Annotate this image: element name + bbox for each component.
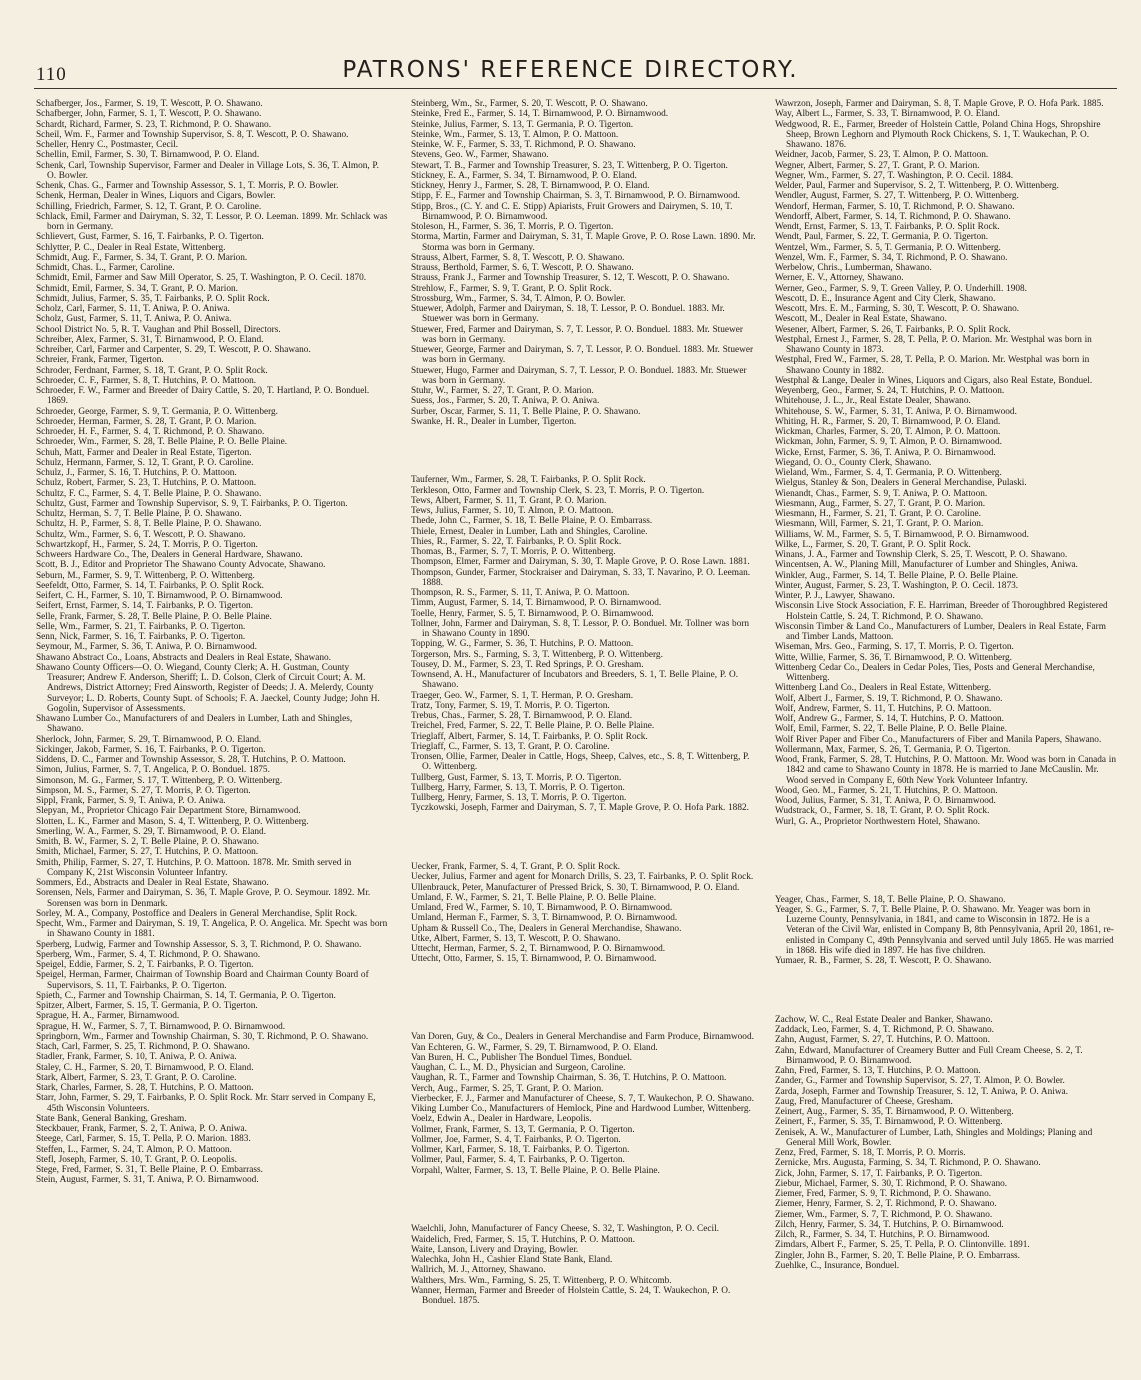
directory-entry: Wudstrack, O., Farmer, S. 18, T. Grant, P. O. Split Rock.	[775, 806, 990, 817]
section-gap	[411, 1185, 757, 1195]
section-gap	[775, 836, 1120, 846]
section-gap	[775, 995, 1120, 1005]
directory-entry: Winter, August, Farmer, S. 23, T. Washington, P. O. Cecil. 1873.	[775, 580, 1019, 591]
directory-entry: Uttecht, Herman, Farmer, S. 2, T. Birnamwood, P. O. Birnamwood.	[411, 944, 666, 955]
directory-entry: Westphal, Ernest J., Farmer, S. 28, T. Pella, P. O. Marion. Mr. Westphal was born in Shawano County in 1873.	[775, 334, 1092, 355]
directory-entry: Thies, R., Farmer, S. 22, T. Fairbanks, P. O. Split Rock.	[411, 536, 622, 547]
directory-entry: Steinke, Wm., Farmer, S. 13, T. Almon, P. O. Mattoon.	[411, 129, 619, 140]
directory-entry: Shawano Lumber Co., Manufacturers of and Dealers in Lumber, Lath and Shingles, Shawano.	[36, 714, 353, 735]
directory-entry: Schmidt, Emil, Farmer and Saw Mill Operator, S. 25, T. Washington, P. O. Cecil. 1870.	[36, 273, 367, 284]
directory-entry: Strehlow, F., Farmer, S. 9, T. Grant, P. O. Split Rock.	[411, 283, 612, 294]
directory-entry: Zilch, R., Farmer, S. 34, T. Hutchins, P. O. Birnamwood.	[775, 1230, 990, 1241]
directory-entry: Zahn, Fred, Farmer, S. 13, T. Hutchins, P. O. Mattoon.	[775, 1066, 981, 1077]
directory-entry: Stipp, Bros., (C. Y. and C. E. Stipp) Apiarists, Fruit Growers and Dairymen, S. 10, T. Birnamwood, P. O. Birnamwood.	[411, 201, 733, 222]
directory-entry: Sickinger, Jakob, Farmer, S. 16, T. Fairbanks, P. O. Tigerton.	[36, 744, 266, 755]
directory-entry: Vorpahl, Walter, Farmer, S. 13, T. Belle Plaine, P. O. Belle Plaine.	[411, 1165, 660, 1176]
directory-entry: Weyenberg, Geo., Farmer, S. 24, T. Hutchins, P. O. Mattoon.	[775, 386, 1005, 396]
directory-entry: Stuewer, Fred, Farmer and Dairyman, S. 7, T. Lessor, P. O. Bonduel. 1883. Mr. Stuewer was born in Germany.	[411, 324, 743, 345]
directory-entry: Stewart, T. B., Farmer and Township Treasurer, S. 23, T. Wittenberg, P. O. Tigerton.	[411, 160, 728, 171]
directory-entry: State Bank, General Banking, Gresham.	[36, 1113, 187, 1124]
directory-entry: Schulz, J., Farmer, S. 16, T. Hutchins, P. O. Mattoon.	[36, 468, 237, 478]
directory-entry: Wendorf, Herman, Farmer, S. 10, T. Richmond, P. O. Shawano.	[775, 201, 1015, 212]
directory-entry: Schulz, Robert, Farmer, S. 23, T. Hutchins, P. O. Mattoon.	[36, 478, 257, 489]
directory-entry: Smerling, W. A., Farmer, S. 29, T. Birnamwood, P. O. Eland.	[36, 826, 267, 837]
directory-entry: Smith, B. W., Farmer, S. 2, T. Belle Plaine, P. O. Shawano.	[36, 837, 259, 847]
directory-entry: Uecker, Frank, Farmer, S. 4, T. Grant, P. O. Split Rock.	[411, 862, 620, 873]
directory-entry: Winter, P. J., Lawyer, Shawano.	[775, 591, 895, 601]
directory-entry: Schafberger, Jos., Farmer, S. 19, T. Wescott, P. O. Shawano.	[36, 99, 263, 109]
directory-entry: Spitzer, Albert, Farmer, S. 15, T. Germania, P. O. Tigerton.	[36, 1001, 258, 1011]
directory-entry: Staley, C. H., Farmer, S. 20, T. Birnamwood, P. O. Eland.	[36, 1062, 254, 1073]
directory-entry: Starr, John, Farmer, S. 29, T. Fairbanks, P. O. Split Rock. Mr. Starr served in Company E, 45th Wisconsin Volunteers.	[36, 1093, 376, 1114]
directory-entry: Tullberg, Henry, Farmer, S. 13, T. Morris, P. O. Tigerton.	[411, 793, 627, 804]
directory-entry: Stickney, E. A., Farmer, S. 34, T. Birnamwood, P. O. Eland.	[411, 170, 637, 181]
directory-entry: Wolf, Emil, Farmer, S. 22, T. Belle Plaine, P. O. Belle Plaine.	[775, 724, 1007, 735]
page-title: PATRONS' REFERENCE DIRECTORY.	[342, 57, 799, 83]
directory-entry: Schardt, Richard, Farmer, S. 23, T. Richmond, P. O. Shawano.	[36, 119, 272, 130]
directory-entry: Swanke, H. R., Dealer in Lumber, Tigerton.	[411, 416, 577, 427]
directory-entry: Strauss, Albert, Farmer, S. 8, T. Wescott, P. O. Shawano.	[411, 252, 625, 263]
directory-entry: Sorensen, Nels, Farmer and Dairyman, S. 36, T. Maple Grove, P. O. Seymour. 1892. Mr. Sorensen was born in Denmark.	[36, 888, 371, 909]
directory-entry: Steffen, L., Farmer, S. 24, T. Almon, P. O. Mattoon.	[36, 1144, 232, 1155]
directory-entry: Seymour, M., Farmer, S. 36, T. Aniwa, P. O. Birnamwood.	[36, 642, 257, 653]
directory-entry: Stach, Carl, Farmer, S. 25, T. Richmond, P. O. Shawano.	[36, 1042, 250, 1052]
section-gap	[411, 842, 757, 852]
directory-entry: Wittenberg Land Co., Dealers in Real Estate, Wittenberg.	[775, 683, 992, 694]
directory-entry: Stickney, Henry J., Farmer, S. 28, T. Birnamwood, P. O. Eland.	[411, 181, 650, 191]
directory-entry: Slepyan, M., Proprietor Chicago Fair Department Store, Birnamwood.	[36, 806, 301, 817]
column-left	[36, 99, 388, 1186]
directory-entry: Strauss, Frank J., Farmer and Township Treasurer, S. 12, T. Wescott, P. O. Shawano.	[411, 273, 730, 284]
directory-entry: Waite, Lanson, Livery and Draying, Bowler.	[411, 1244, 579, 1255]
directory-entry: Wesener, Albert, Farmer, S. 26, T. Fairbanks, P. O. Split Rock.	[775, 324, 1011, 335]
directory-entry: Spieth, C., Farmer and Township Chairman, S. 14, T. Germania, P. O. Tigerton.	[36, 990, 336, 1001]
section-gap	[775, 856, 1120, 866]
directory-entry: Schultz, Wm., Farmer, S. 6, T. Wescott, P. O. Shawano.	[36, 529, 246, 540]
directory-entry: Wanner, Herman, Farmer and Breeder of Holstein Cattle, S. 24, T. Waukechon, P. O. Bonduel. 1875.	[411, 1285, 731, 1307]
directory-entry: Toelle, Henry, Farmer, S. 5, T. Birnamwood, P. O. Birnamwood.	[411, 608, 654, 619]
directory-entry: Townsend, A. H., Manufacturer of Incubators and Breeders, S. 1, T. Belle Plaine, P. O. Shawano.	[411, 670, 739, 691]
directory-entry: School District No. 5, R. T. Vaughan and Phil Bossell, Directors.	[36, 324, 281, 335]
directory-entry: Schafberger, John, Farmer, S. 1, T. Wescott, P. O. Shawano.	[36, 109, 262, 120]
directory-entry: Sippl, Frank, Farmer, S. 9, T. Aniwa, P. O. Aniwa.	[36, 796, 226, 806]
directory-entry: Westphal & Lange, Dealer in Wines, Liquors and Cigars, also Real Estate, Bonduel.	[775, 375, 1093, 386]
directory-entry: Specht, Wm., Farmer and Dairyman, S. 19, T. Angelica, P. O. Angelica. Mr. Specht was born in Shawano County in 1881.	[36, 919, 388, 940]
directory-entry: Ziemer, Wm., Farmer, S. 7, T. Richmond, P. O. Shawano.	[775, 1209, 993, 1220]
directory-entry: Simon, Julius, Farmer, S. 7, T. Angelica, P. O. Bonduel. 1875.	[36, 765, 270, 776]
directory-entry: Zarda, Joseph, Farmer and Township Treasurer, S. 12, T. Aniwa, P. O. Aniwa.	[775, 1086, 1068, 1097]
directory-entry: Stark, Albert, Farmer, S. 23, T. Grant, P. O. Caroline.	[36, 1072, 237, 1083]
directory-entry: Schweers Hardware Co., The, Dealers in General Hardware, Shawano.	[36, 550, 303, 560]
directory-entry: Van Doren, Guy, & Co., Dealers in General Merchandise and Farm Produce, Birnamwood.	[411, 1032, 754, 1043]
directory-entry: Werner, Geo., Farmer, S. 9, T. Green Valley, P. O. Underhill. 1908.	[775, 283, 1027, 294]
section-gap	[411, 993, 757, 1003]
directory-entry: Seburn, M., Farmer, S. 9, T. Wittenberg, P. O. Wittenberg.	[36, 570, 255, 581]
directory-entry: Wittenberg Cedar Co., Dealers in Cedar Poles, Ties, Posts and General Merchandise, Wittenberg.	[775, 662, 1095, 683]
directory-entry: Tyczkowski, Joseph, Farmer and Dairyman, S. 7, T. Maple Grove, P. O. Hofa Park. 1882.	[411, 803, 749, 814]
directory-entry: Schmidt, Emil, Farmer, S. 34, T. Grant, P. O. Marion.	[36, 283, 238, 294]
directory-entry: Topping, W. G., Farmer, S. 36, T. Hutchins, P. O. Mattoon.	[411, 639, 634, 650]
directory-entry: Schlievert, Gust, Farmer, S. 16, T. Fairbanks, P. O. Tigerton.	[36, 232, 264, 243]
directory-entry: Tronsen, Ollie, Farmer, Dealer in Cattle, Hogs, Sheep, Calves, etc., S. 8, T. Wittenberg, P. O. Wittenberg.	[411, 752, 750, 773]
directory-entry: Schwartzkopf, H., Farmer, S. 24, T. Morris, P. O. Tigerton.	[36, 539, 258, 550]
directory-entry: Wedgwood, R. E., Farmer, Breeder of Holstein Cattle, Poland China Hogs, Shropshire Sheep, Brown Leghorn and Plymouth Rock Chickens, S. 1, T. Waukechan, P. O. Shawano. 1876.	[775, 119, 1101, 150]
directory-entry: Wickman, Charles, Farmer, S. 20, T. Almon, P. O. Mattoon.	[775, 427, 1001, 437]
directory-entry: Wieland, Wm., Farmer, S. 4, T. Germania, P. O. Wittenberg.	[775, 468, 1002, 478]
directory-entry: Tousey, D. M., Farmer, S. 23, T. Red Springs, P. O. Gresham.	[411, 659, 644, 670]
directory-entry: Zernicke, Mrs. Augusta, Farming, S. 34, T. Richmond, P. O. Shawano.	[775, 1158, 1041, 1169]
directory-entry: Yumaer, R. B., Farmer, S. 28, T. Wescott, P. O. Shawano.	[775, 956, 992, 967]
directory-entry: Wiseman, Mrs. Geo., Farming, S. 17, T. Morris, P. O. Tigerton.	[775, 642, 1014, 653]
directory-entry: Vollmer, Joe, Farmer, S. 4, T. Fairbanks, P. O. Tigerton.	[411, 1134, 621, 1145]
directory-entry: Sorley, M. A., Company, Postoffice and Dealers in General Merchandise, Split Rock.	[36, 908, 358, 919]
directory-entry: Zaddack, Leo, Farmer, S. 4, T. Richmond, P. O. Shawano.	[775, 1025, 995, 1036]
section-gap	[411, 436, 757, 446]
directory-entry: Wiesmann, Aug., Farmer, S. 27, T. Grant, P. O. Marion.	[775, 498, 986, 509]
directory-entry: Wiesmann, Will, Farmer, S. 21, T. Grant, P. O. Marion.	[775, 519, 984, 530]
directory-entry: Wood, Geo. M., Farmer, S. 21, T. Hutchins, P. O. Mattoon.	[775, 785, 998, 796]
directory-entry: Timm, August, Farmer, S. 14, T. Birnamwood, P. O. Birnamwood.	[411, 598, 662, 609]
directory-entry: Upham & Russell Co., The, Dealers in General Merchandise, Shawano.	[411, 923, 682, 934]
directory-entry: Trieglaff, Albert, Farmer, S. 14, T. Fairbanks, P. O. Split Rock.	[411, 731, 648, 742]
section-gap	[411, 974, 757, 984]
directory-entry: Steinke, W. F., Farmer, S. 33, T. Richmond, P. O. Shawano.	[411, 140, 636, 150]
directory-entry: Schuh, Matt, Farmer and Dealer in Real Estate, Tigerton.	[36, 447, 252, 458]
directory-entry: Zuehlke, C., Insurance, Bonduel.	[775, 1260, 900, 1271]
directory-entry: Wallrich, M. J., Attorney, Shawano.	[411, 1265, 546, 1276]
directory-entry: Welder, Paul, Farmer and Supervisor, S. 2, T. Wittenberg, P. O. Wittenberg.	[775, 181, 1059, 191]
directory-entry: Stein, August, Farmer, S. 31, T. Aniwa, P. O. Birnamwood.	[36, 1175, 259, 1186]
directory-entry: Stuewer, Hugo, Farmer and Dairyman, S. 7, T. Lessor, P. O. Bonduel. 1883. Mr. Stuewer was born in Germany.	[411, 365, 747, 386]
directory-entry: Witte, Willie, Farmer, S. 36, T. Birnamwood, P. O. Wittenberg.	[775, 652, 1013, 663]
directory-entry: Wisconsin Timber & Land Co., Manufacturers of Lumber, Dealers in Real Estate, Farm and Timber Lands, Mattoon.	[775, 621, 1106, 642]
directory-entry: Winkler, Aug., Farmer, S. 14, T. Belle Plaine, P. O. Belle Plaine.	[775, 570, 1019, 581]
directory-entry: Westphal, Fred W., Farmer, S. 28, T. Pella, P. O. Marion. Mr. Westphal was born in Shawano County in 1882.	[775, 355, 1090, 376]
directory-entry: Wescott, Mrs. E. M., Farming, S. 30, T. Wescott, P. O. Shawano.	[775, 304, 1020, 314]
directory-entry: Scott, B. J., Editor and Proprietor The Shawano County Advocate, Shawano.	[36, 560, 326, 571]
directory-entry: Torgerson, Mrs. S., Farming, S. 3, T. Wittenberg, P. O. Wittenberg.	[411, 649, 663, 660]
directory-entry: Wendorff, Albert, Farmer, S. 14, T. Richmond, P. O. Shawano.	[775, 211, 1011, 222]
directory-entry: Steege, Carl, Farmer, S. 15, T. Pella, P. O. Marion. 1883.	[36, 1134, 251, 1145]
directory-entry: Wicke, Ernst, Farmer, S. 36, T. Aniwa, P. O. Birnamwood.	[775, 447, 996, 458]
directory-entry: Wendt, Paul, Farmer, S. 22, T. Germania, P. O. Tigerton.	[775, 232, 989, 243]
directory-entry: Vaughan, C. L., M. D., Physician and Surgeon, Caroline.	[411, 1063, 626, 1074]
column-middle	[411, 99, 757, 1306]
directory-entry: Wolf, Andrew G., Farmer, S. 14, T. Hutchins, P. O. Mattoon.	[775, 714, 1005, 724]
directory-entry: Schroeder, George, Farmer, S. 9, T. Germania, P. O. Wittenberg.	[36, 406, 278, 417]
directory-entry: Tullberg, Harry, Farmer, S. 13, T. Morris, P. O. Tigerton.	[411, 782, 625, 793]
directory-entry: Yeager, S. G., Farmer, S. 7, T. Belle Plaine, P. O. Shawano. Mr. Yeager was born in Luzerne County, Pennsylvania, in 1841, and came to Wisconsin in 1872. He is a Veteran of the Civil War, enlisted in Company B, 8th Pennsylvania, April 20, 1861, re-enlisted in Company C, 49th Pennsylvania and served until July 1865. He was married in 1868. His wife died in 1897. He has five children.	[775, 904, 1114, 956]
directory-entry: Sperberg, Wm., Farmer, S. 4, T. Richmond, P. O. Shawano.	[36, 949, 261, 960]
directory-entry: Springborn, Wm., Farmer and Township Chairman, S. 30, T. Richmond, P. O. Shawano.	[36, 1031, 369, 1042]
directory-entry: Zenz, Fred, Farmer, S. 18, T. Morris, P. O. Morris.	[775, 1148, 966, 1159]
directory-entry: Schenk, Herman, Dealer in Wines, Liquors and Cigars, Bowler.	[36, 191, 276, 202]
directory-entry: Schulz, Hermann, Farmer, S. 12, T. Grant, P. O. Caroline.	[36, 457, 254, 468]
directory-entry: Sprague, H. A., Farmer, Birnamwood.	[36, 1011, 180, 1022]
directory-entry: Wiegand, O. O., County Clerk, Shawano.	[775, 457, 932, 468]
directory-entry: Wendt, Ernst, Farmer, S. 13, T. Fairbanks, P. O. Split Rock.	[775, 222, 1000, 232]
directory-entry: Stipp, F. E., Farmer and Township Chairman, S. 3, T. Birnamwood, P. O. Birnamwood.	[411, 191, 740, 202]
directory-entry: Wood, Frank, Farmer, S. 28, T. Hutchins, P. O. Mattoon. Mr. Wood was born in Canada in 1842 and came to Shawano County in 1878. He is married to Jane McCauslin. Mr. Wood served in Company E, 60th New York Volunteer Infantry.	[775, 755, 1117, 786]
directory-entry: Storma, Martin, Farmer and Dairyman, S. 31, T. Maple Grove, P. O. Rose Lawn. 1890. Mr. Storma was born in Germany.	[411, 232, 756, 253]
directory-entry: Vaughan, R. T., Farmer and Township Chairman, S. 36, T. Hutchins, P. O. Mattoon.	[411, 1073, 727, 1084]
directory-entry: Smith, Michael, Farmer, S. 27, T. Hutchins, P. O. Mattoon.	[36, 847, 259, 858]
directory-entry: Wolf River Paper and Fiber Co., Manufacturers of Fiber and Manila Papers, Shawano.	[775, 734, 1102, 745]
directory-entry: Ullenbrauck, Peter, Manufacturer of Pressed Brick, S. 30, T. Birnamwood, P. O. Eland.	[411, 882, 740, 893]
directory-entry: Viking Lumber Co., Manufacturers of Hemlock, Pine and Hardwood Lumber, Wittenberg.	[411, 1104, 751, 1115]
directory-entry: Sommers, Ed., Abstracts and Dealer in Real Estate, Shawano.	[36, 878, 269, 888]
section-gap	[775, 875, 1120, 885]
directory-entry: Umland, Herman F., Farmer, S. 3, T. Birnamwood, P. O. Birnamwood.	[411, 913, 678, 924]
directory-entry: Thompson, Elmer, Farmer and Dairyman, S. 30, T. Maple Grove, P. O. Rose Lawn. 1881.	[411, 557, 750, 568]
directory-entry: Thomas, B., Farmer, S. 7, T. Morris, P. O. Wittenberg.	[411, 547, 616, 558]
directory-entry: Van Buren, H. C., Publisher The Bonduel Times, Bonduel.	[411, 1052, 632, 1063]
directory-entry: Schilling, Friedrich, Farmer, S. 12, T. Grant, P. O. Caroline.	[36, 201, 262, 212]
directory-entry: Strossburg, Wm., Farmer, S. 34, T. Almon, P. O. Bowler.	[411, 293, 626, 304]
directory-entry: Schultz, F. C., Farmer, S. 4, T. Belle Plaine, P. O. Shawano.	[36, 488, 262, 499]
header-rule	[34, 88, 1117, 89]
directory-entry: Wurl, G. A., Proprietor Northwestern Hotel, Shawano.	[775, 816, 980, 827]
directory-entry: Wielgus, Stanley & Son, Dealers in General Merchandise, Pulaski.	[775, 478, 1027, 489]
directory-entry: Scheil, Wm. F., Farmer and Township Supervisor, S. 8, T. Wescott, P. O. Shawano.	[36, 129, 349, 140]
directory-entry: Seifert, C. H., Farmer, S. 10, T. Birnamwood, P. O. Birnamwood.	[36, 591, 283, 601]
directory-entry: Van Echteren, G. W., Farmer, S. 29, T. Birnamwood, P. O. Eland.	[411, 1042, 658, 1053]
directory-entry: Waidelich, Fred, Farmer, S. 15, T. Hutchins, P. O. Mattoon.	[411, 1234, 635, 1245]
directory-entry: Yeager, Chas., Farmer, S. 18, T. Belle Plaine, P. O. Shawano.	[775, 894, 1006, 905]
directory-entry: Wegner, Wm., Farmer, S. 27, T. Washington, P. O. Cecil. 1884.	[775, 170, 1014, 181]
directory-entry: Schenk, Chas. G., Farmer and Township Assessor, S. 1, T. Morris, P. O. Bowler.	[36, 181, 339, 191]
directory-entry: Wendler, August, Farmer, S. 27, T. Wittenberg, P. O. Wittenberg.	[775, 191, 1019, 202]
directory-entry: Wood, Julius, Farmer, S. 31, T. Aniwa, P. O. Birnamwood.	[775, 796, 996, 806]
directory-entry: Winans, J. A., Farmer and Township Clerk, S. 25, T. Wescott, P. O. Shawano.	[775, 550, 1068, 560]
directory-entry: Whiting, H. R., Farmer, S. 20, T. Birnamwood, P. O. Eland.	[775, 416, 1001, 427]
column-right	[775, 99, 1120, 1271]
directory-entry: Strauss, Berthold, Farmer, S. 6, T. Wescott, P. O. Shawano.	[411, 263, 634, 273]
directory-entry: Ziemer, Fred, Farmer, S. 9, T. Richmond, P. O. Shawano.	[775, 1189, 992, 1200]
directory-entry: Senn, Nick, Farmer, S. 16, T. Fairbanks, P. O. Tigerton.	[36, 632, 246, 642]
directory-entry: Zimdars, Albert F., Farmer, S. 25, T. Pella, P. O. Clintonville. 1891.	[775, 1240, 1030, 1251]
directory-entry: Scheller, Henry C., Postmaster, Cecil.	[36, 140, 179, 150]
directory-entry: Thompson, R. S., Farmer, S. 11, T. Aniwa, P. O. Mattoon.	[411, 588, 630, 599]
directory-entry: Siddens, D. C., Farmer and Township Assessor, S. 28, T. Hutchins, P. O. Mattoon.	[36, 755, 346, 765]
directory-entry: Walechka, John H., Cashier Eland State Bank, Eland.	[411, 1255, 613, 1266]
directory-entry: Speigel, Herman, Farmer, Chairman of Township Board and Chairman County Board of Supervisors, S. 11, T. Fairbanks, P. O. Tigerton.	[36, 970, 369, 991]
directory-entry: Wentzel, Wm., Farmer, S. 5, T. Germania, P. O. Wittenberg.	[775, 242, 1001, 253]
directory-entry: Schroder, Ferdnant, Farmer, S. 18, T. Grant, P. O. Split Rock.	[36, 365, 268, 376]
directory-entry: Wisconsin Live Stock Association, F. E. Harriman, Breeder of Thoroughbred Registered Holstein Cattle, S. 24, T. Richmond, P. O. Shawano.	[775, 601, 1108, 622]
directory-entry: Scholz, Carl, Farmer, S. 11, T. Aniwa, P. O. Aniwa.	[36, 304, 230, 314]
directory-entry: Vollmer, Karl, Farmer, S. 18, T. Fairbanks, P. O. Tigerton.	[411, 1145, 630, 1156]
directory-entry: Wickman, John, Farmer, S. 9, T. Almon, P. O. Birnamwood.	[775, 437, 1002, 448]
directory-entry: Stege, Fred, Farmer, S. 31, T. Belle Plaine, P. O. Embarrass.	[36, 1165, 263, 1175]
directory-entry: Wiesmann, H., Farmer, S. 21, T. Grant, P. O. Caroline.	[775, 509, 981, 519]
directory-entry: Zahn, August, Farmer, S. 27, T. Hutchins, P. O. Mattoon.	[775, 1035, 990, 1046]
section-gap	[775, 976, 1120, 986]
directory-entry: Steinke, Fred E., Farmer, S. 14, T. Birnamwood, P. O. Birnamwood.	[411, 109, 669, 120]
page-number: 110	[36, 64, 67, 85]
directory-entry: Walthers, Mrs. Wm., Farming, S. 25, T. Wittenberg, P. O. Whitcomb.	[411, 1275, 672, 1286]
directory-entry: Wollermann, Max, Farmer, S. 26, T. Germania, P. O. Tigerton.	[775, 744, 1011, 755]
directory-entry: Wolf, Albert J., Farmer, S. 19, T. Richmond, P. O. Shawano.	[775, 693, 1003, 704]
directory-entry: Schroeder, C. F., Farmer, S. 8, T. Hutchins, P. O. Mattoon.	[36, 375, 257, 386]
directory-entry: Stevens, Geo. W., Farmer, Shawano.	[411, 150, 549, 161]
directory-entry: Slotten, L. K., Farmer and Mason, S. 4, T. Wittenberg, P. O. Wittenberg.	[36, 816, 309, 827]
directory-entry: Surber, Oscar, Farmer, S. 11, T. Belle Plaine, P. O. Shawano.	[411, 406, 641, 417]
directory-entry: Ziebur, Michael, Farmer, S. 30, T. Richmond, P. O. Shawano.	[775, 1178, 1008, 1189]
directory-entry: Zenisek, A. W., Manufacturer of Lumber, Lath, Shingles and Moldings; Planing and General Mill Work, Bowler.	[775, 1127, 1093, 1148]
directory-entry: Umland, Fred W., Farmer, S. 10, T. Birnamwood, P. O. Birnamwood.	[411, 903, 673, 914]
directory-entry: Zingler, John B., Farmer, S. 20, T. Belle Plaine, P. O. Embarrass.	[775, 1250, 1021, 1261]
directory-entry: Utke, Albert, Farmer, S. 13, T. Wescott, P. O. Shawano.	[411, 933, 621, 944]
directory-entry: Schultz, Gust, Farmer and Township Supervisor, S. 9, T. Fairbanks, P. O. Tigerton.	[36, 498, 348, 509]
directory-entry: Waelchli, John, Manufacturer of Fancy Cheese, S. 32, T. Washington, P. O. Cecil.	[411, 1224, 719, 1235]
directory-entry: Ziemer, Henry, Farmer, S. 2, T. Richmond, P. O. Shawano.	[775, 1199, 997, 1210]
directory-entry: Zachow, W. C., Real Estate Dealer and Banker, Shawano.	[775, 1014, 993, 1025]
directory-entry: Selle, Frank, Farmer, S. 28, T. Belle Plaine, P. O. Belle Plaine.	[36, 611, 272, 622]
directory-entry: Steinke, Julius, Farmer, S. 13, T. Germania, P. O. Tigerton.	[411, 119, 634, 130]
directory-entry: Traeger, Geo. W., Farmer, S. 1, T. Herman, P. O. Gresham.	[411, 690, 634, 701]
directory-entry: Tratz, Tony, Farmer, S. 19, T. Morris, P. O. Tigerton.	[411, 700, 610, 711]
section-gap	[411, 1013, 757, 1023]
directory-entry: Zaug, Fred, Manufacturer of Cheese, Gresham.	[775, 1096, 953, 1107]
directory-entry: Vollmer, Frank, Farmer, S. 13, T. Germania, P. O. Tigerton.	[411, 1124, 635, 1135]
directory-entry: Schmidt, Chas. L., Farmer, Caroline.	[36, 263, 175, 273]
directory-entry: Stuewer, Adolph, Farmer and Dairyman, S. 18, T. Lessor, P. O. Bonduel. 1883. Mr. Stuewer was born in Germany.	[411, 304, 725, 325]
directory-entry: Schultz, H. P., Farmer, S. 8, T. Belle Plaine, P. O. Shawano.	[36, 519, 262, 530]
directory-entry: Wescott, M., Dealer in Real Estate, Shawano.	[775, 314, 947, 325]
directory-entry: Tews, Julius, Farmer, S. 10, T. Almon, P. O. Mattoon.	[411, 506, 614, 517]
directory-entry: Werbelow, Chris., Lumberman, Shawano.	[775, 263, 932, 273]
directory-entry: Schroeder, H. F., Farmer, S. 4, T. Richmond, P. O. Shawano.	[36, 427, 265, 437]
directory-entry: Way, Albert L., Farmer, S. 33, T. Birnamwood, P. O. Eland.	[775, 109, 1000, 120]
directory-entry: Vollmer, Paul, Farmer, S. 4, T. Fairbanks, P. O. Tigerton.	[411, 1155, 625, 1166]
directory-entry: Schroeder, Herman, Farmer, S. 28, T. Grant, P. O. Marion.	[36, 416, 257, 427]
directory-entry: Shawano Abstract Co., Loans, Abstracts and Dealers in Real Estate, Shawano.	[36, 652, 331, 663]
directory-entry: Trebus, Chas., Farmer, S. 28, T. Birnamwood, P. O. Eland.	[411, 711, 633, 722]
directory-entry: Smith, Philip, Farmer, S. 27, T. Hutchins, P. O. Mattoon. 1878. Mr. Smith served in Company K, 21st Wisconsin Volunteer Infantry.	[36, 857, 352, 878]
directory-entry: Tullberg, Gust, Farmer, S. 13, T. Morris, P. O. Tigerton.	[411, 772, 622, 783]
directory-entry: Speigel, Eddie, Farmer, S. 2, T. Fairbanks, P. O. Tigerton.	[36, 960, 254, 970]
directory-entry: Seefeldt, Otto, Farmer, S. 14, T. Fairbanks, P. O. Split Rock.	[36, 580, 264, 591]
directory-entry: Uecker, Julius, Farmer and agent for Monarch Drills, S. 23, T. Fairbanks, P. O. Split Rock.	[411, 872, 754, 883]
directory-entry: Zahn, Edward, Manufacturer of Creamery Butter and Full Cream Cheese, S. 2, T. Birnamwood, P. O. Birnamwood.	[775, 1045, 1083, 1066]
directory-entry: Verch, Aug., Farmer, S. 25, T. Grant, P. O. Marion.	[411, 1083, 604, 1094]
directory-entry: Shawano County Officers—O. O. Wiegand, County Clerk; A. H. Gustman, County Treasurer; Andrew F. Anderson, Sheriff; L. D. Colson, Clerk of Circuit Court; A. M. Andrews, District Attorney; Fred Ainsworth, Register of Deeds; J. A. Melerdy, County Surveyor; L. D. Roberts, County Supt. of Schools; F. A. Jaeckel, County Judge; John H. Gogolin, Supervisor of Assessments.	[36, 662, 380, 714]
directory-entry: Williams, W. M., Farmer, S. 5, T. Birnamwood, P. O. Birnamwood.	[775, 529, 1029, 540]
directory-entry: Thede, John C., Farmer, S. 18, T. Belle Plaine, P. O. Embarrass.	[411, 516, 653, 527]
directory-entry: Zeinert, F., Farmer, S. 35, T. Birnamwood, P. O. Wittenberg.	[775, 1117, 1003, 1128]
directory-entry: Schultz, Herman, S. 7, T. Belle Plaine, P. O. Shawano.	[36, 509, 242, 519]
directory-entry: Schroeder, Wm., Farmer, S. 28, T. Belle Plaine, P. O. Belle Plaine.	[36, 437, 288, 448]
directory-entry: Tews, Albert, Farmer, S. 11, T. Grant, P. O. Marion.	[411, 495, 607, 506]
directory-entry: Stuhr, W., Farmer, S. 27, T. Grant, P. O. Marion.	[411, 386, 594, 396]
directory-entry: Weidner, Jacob, Farmer, S. 23, T. Almon, P. O. Mattoon.	[775, 150, 989, 161]
directory-entry: Sperberg, Ludwig, Farmer and Township Assessor, S. 3, T. Richmond, P. O. Shawano.	[36, 939, 362, 950]
directory-entry: Seifert, Ernst, Farmer, S. 14, T. Fairbanks, P. O. Tigerton.	[36, 601, 253, 612]
directory-entry: Schreier, Frank, Farmer, Tigerton.	[36, 355, 164, 366]
directory-entry: Umland, F. W., Farmer, S. 21, T. Belle Plaine, P. O. Belle Plaine.	[411, 892, 657, 903]
directory-entry: Wescott, D. E., Insurance Agent and City Clerk, Shawano.	[775, 293, 996, 304]
directory-entry: Steckbauer, Frank, Farmer, S. 2, T. Aniwa, P. O. Aniwa.	[36, 1124, 247, 1134]
directory-entry: Schreiber, Alex, Farmer, S. 31, T. Birnamwood, P. O. Eland.	[36, 334, 264, 345]
directory-entry: Zick, John, Farmer, S. 17, T. Fairbanks, P. O. Tigerton.	[775, 1168, 983, 1179]
directory-entry: Schlack, Emil, Farmer and Dairyman, S. 32, T. Lessor, P. O. Leeman. 1899. Mr. Schlack was born in Germany.	[36, 211, 388, 232]
directory-entry: Wolf, Andrew, Farmer, S. 11, T. Hutchins, P. O. Mattoon.	[775, 703, 992, 714]
directory-entry: Wenzel, Wm. F., Farmer, S. 34, T. Richmond, P. O. Shawano.	[775, 252, 1008, 263]
directory-entry: Thiele, Ernest, Dealer in Lumber, Lath and Shingles, Caroline.	[411, 526, 648, 537]
directory-entry: Thompson, Gunder, Farmer, Stockraiser and Dairyman, S. 33, T. Navarino, P. O. Leeman. 1888.	[411, 567, 751, 588]
directory-entry: Whitehouse, S. W., Farmer, S. 31, T. Aniwa, P. O. Birnamwood.	[775, 406, 1017, 417]
directory-entry: Steinberg, Wm., Sr., Farmer, S. 20, T. Wescott, P. O. Shawano.	[411, 99, 648, 109]
directory-entry: Simonson, M. G., Farmer, S. 17, T. Wittenberg, P. O. Wittenberg.	[36, 775, 283, 786]
directory-entry: Schlytter, P. C., Dealer in Real Estate, Wittenberg.	[36, 242, 226, 253]
section-gap	[411, 456, 757, 466]
directory-entry: Voelz, Edwin A., Dealer in Hardware, Leopolis.	[411, 1114, 592, 1125]
section-gap	[411, 1205, 757, 1215]
directory-entry: Schmidt, Julius, Farmer, S. 35, T. Fairbanks, P. O. Split Rock.	[36, 293, 270, 304]
directory-entry: Wienandt, Chas., Farmer, S. 9, T. Aniwa, P. O. Mattoon.	[775, 488, 988, 499]
directory-entry: Terkleson, Otto, Farmer and Township Clerk, S. 23, T. Morris, P. O. Tigerton.	[411, 485, 705, 496]
directory-entry: Wegner, Albert, Farmer, S. 27, T. Grant, P. O. Marion.	[775, 160, 980, 171]
directory-entry: Treichel, Fred, Farmer, S. 22, T. Belle Plaine, P. O. Belle Plaine.	[411, 721, 655, 732]
directory-entry: Scholz, Gust, Farmer, S. 11, T. Aniwa, P. O. Aniwa.	[36, 314, 232, 325]
directory-entry: Schmidt, Aug. F., Farmer, S. 34, T. Grant, P. O. Marion.	[36, 252, 248, 263]
directory-entry: Schroeder, F. W., Farmer and Breeder of Dairy Cattle, S. 20, T. Hartland, P. O. Bonduel. 1869.	[36, 386, 370, 407]
directory-entry: Zilch, Henry, Farmer, S. 34, T. Hutchins, P. O. Birnamwood.	[775, 1219, 1004, 1230]
directory-entry: Vierbecker, F. J., Farmer and Manufacturer of Cheese, S. 7, T. Waukechon, P. O. Shawano.	[411, 1093, 754, 1104]
directory-entry: Wawrzon, Joseph, Farmer and Dairyman, S. 8, T. Maple Grove, P. O. Hofa Park. 1885.	[775, 99, 1104, 109]
directory-entry: Sherlock, John, Farmer, S. 29, T. Birnamwood, P. O. Eland.	[36, 734, 262, 745]
directory-entry: Stoleson, H., Farmer, S. 36, T. Morris, P. O. Tigerton.	[411, 222, 614, 232]
directory-entry: Uttecht, Otto, Farmer, S. 15, T. Birnamwood, P. O. Birnamwood.	[411, 954, 657, 965]
directory-entry: Suess, Jos., Farmer, S. 20, T. Aniwa, P. O. Aniwa.	[411, 396, 600, 407]
directory-entry: Trieglaff, C., Farmer, S. 13, T. Grant, P. O. Caroline.	[411, 741, 610, 752]
directory-entry: Tollner, John, Farmer and Dairyman, S. 8, T. Lessor, P. O. Bonduel. Mr. Tollner was born in Shawano County in 1890.	[411, 618, 750, 640]
directory-entry: Wincentsen, A. W., Planing Mill, Manufacturer of Lumber and Shingles, Aniwa.	[775, 560, 1078, 571]
directory-entry: Whitehouse, J. L., Jr., Real Estate Dealer, Shawano.	[775, 396, 971, 407]
directory-entry: Zeinert, Aug., Farmer, S. 35, T. Birnamwood, P. O. Wittenberg.	[775, 1107, 1014, 1118]
directory-entry: Stadler, Frank, Farmer, S. 10, T. Aniwa, P. O. Aniwa.	[36, 1052, 237, 1063]
directory-entry: Stark, Charles, Farmer, S. 28, T. Hutchins, P. O. Mattoon.	[36, 1083, 254, 1093]
directory-entry: Stuewer, George, Farmer and Dairyman, S. 7, T. Lessor, P. O. Bonduel. 1883. Mr. Stuewer was born in Germany.	[411, 345, 754, 366]
directory-entry: Selle, Wm., Farmer, S. 21, T. Fairbanks, P. O. Tigerton.	[36, 621, 246, 632]
directory-entry: Schreiber, Carl, Farmer and Carpenter, S. 29, T. Wescott, P. O. Shawano.	[36, 345, 311, 355]
directory-entry: Schenk, Carl, Township Supervisor, Farmer and Dealer in Village Lots, S. 36, T. Almon, P. O. Bowler.	[36, 160, 379, 181]
directory-entry: Wilke, L., Farmer, S. 20, T. Grant, P. O. Split Rock.	[775, 539, 971, 550]
directory-entry: Werner, E. V., Attorney, Shawano.	[775, 273, 904, 284]
directory-entry: Sprague, H. W., Farmer, S. 7, T. Birnamwood, P. O. Birnamwood.	[36, 1021, 286, 1032]
directory-entry: Schellin, Emil, Farmer, S. 30, T. Birnamwood, P. O. Eland.	[36, 150, 260, 161]
section-gap	[411, 823, 757, 833]
directory-entry: Zander, G., Farmer and Township Supervisor, S. 27, T. Almon, P. O. Bowler.	[775, 1076, 1065, 1087]
directory-entry: Simpson, M. S., Farmer, S. 27, T. Morris, P. O. Tigerton.	[36, 785, 251, 796]
directory-entry: Tauferner, Wm., Farmer, S. 28, T. Fairbanks, P. O. Split Rock.	[411, 475, 646, 486]
directory-entry: Stefl, Joseph, Farmer, S. 10, T. Grant, P. O. Leopolis.	[36, 1154, 237, 1165]
